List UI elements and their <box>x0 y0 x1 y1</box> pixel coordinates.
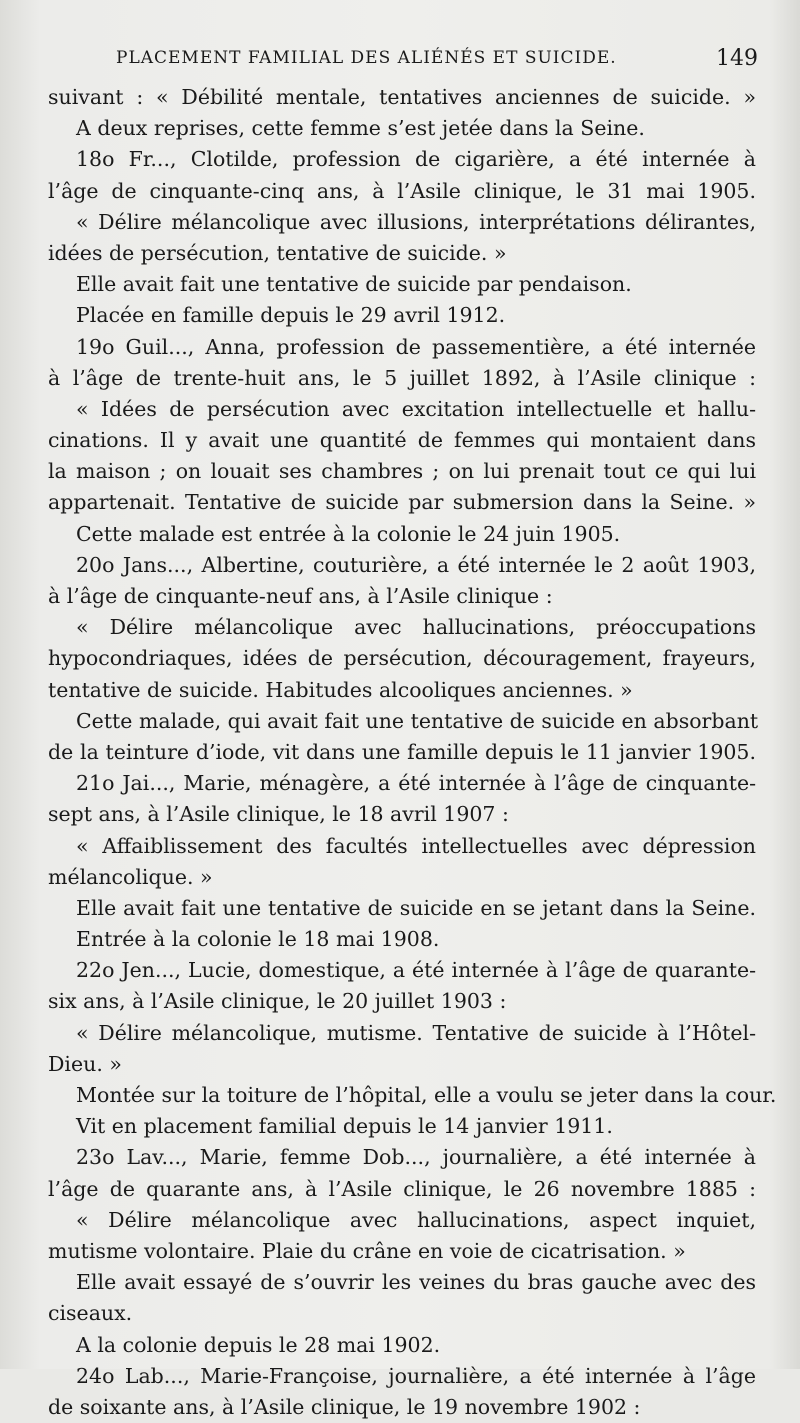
page-number: 149 <box>716 45 758 71</box>
text-line: Elle avait fait une tentative de suicide en se jetant dans la Seine. <box>76 895 756 920</box>
text-line: Elle avait fait une tentative de suicide par pendaison. <box>76 272 632 297</box>
text-line: de soixante ans, à l’Asile clinique, le 19 novembre 1902 : <box>48 1394 641 1419</box>
text-line: A deux reprises, cette femme s’est jetée dans la Seine. <box>76 116 645 141</box>
text-line: ciseaux. <box>48 1301 133 1326</box>
text-line: mutisme volontaire. Plaie du crâne en voie de cicatrisation. » <box>48 1238 686 1263</box>
text-line: appartenait. Tentative de suicide par submersion dans la Seine. » <box>48 490 756 515</box>
text-line: tentative de suicide. Habitudes alcooliques anciennes. » <box>48 677 633 702</box>
text-line: suivant : « Débilité mentale, tentatives anciennes de suicide. » <box>48 85 756 109</box>
running-header <box>116 40 758 76</box>
text-line: « Délire mélancolique avec illusions, interprétations délirantes, <box>76 209 756 234</box>
text-line: Entrée à la colonie le 18 mai 1908. <box>76 927 440 952</box>
text-line: 18o Fr..., Clotilde, profession de cigarière, a été internée à <box>76 147 756 172</box>
text-line: à l’âge de trente-huit ans, le 5 juillet 1892, à l’Asile clinique : <box>48 365 756 390</box>
text-line: Elle avait essayé de s’ouvrir les veines du bras gauche avec des <box>76 1270 756 1295</box>
text-line: Montée sur la toiture de l’hôpital, elle a voulu se jeter dans la cour. <box>76 1083 777 1107</box>
text-line: A la colonie depuis le 28 mai 1902. <box>76 1332 441 1357</box>
text-line: six ans, à l’Asile clinique, le 20 juillet 1903 : <box>48 989 507 1014</box>
text-line: sept ans, à l’Asile clinique, le 18 avril 1907 : <box>48 802 509 827</box>
text-line: Cette malade, qui avait fait une tentative de suicide en absorbant <box>76 708 759 733</box>
text-line: 24o Lab..., Marie-Françoise, journalière, a été internée à l’âge <box>76 1363 756 1388</box>
text-line: « Délire mélancolique avec hallucinations, préoccupations <box>76 615 756 640</box>
text-line: 20o Jans..., Albertine, couturière, a été internée le 2 août 1903, <box>76 552 756 577</box>
text-line: mélancolique. » <box>48 864 213 889</box>
text-line: Placée en famille depuis le 29 avril 1912. <box>76 303 506 328</box>
text-line: l’âge de quarante ans, à l’Asile clinique, le 26 novembre 1885 : <box>48 1176 756 1201</box>
text-line: l’âge de cinquante-cinq ans, à l’Asile clinique, le 31 mai 1905. <box>48 178 756 203</box>
text-line: hypocondriaques, idées de persécution, découragement, frayeurs, <box>48 646 756 671</box>
text-line: de la teinture d’iode, vit dans une famille depuis le 11 janvier 1905. <box>48 739 756 764</box>
text-line: cinations. Il y avait une quantité de femmes qui montaient dans <box>48 428 756 453</box>
text-line: Cette malade est entrée à la colonie le 24 juin 1905. <box>76 521 621 546</box>
text-line: Vit en placement familial depuis le 14 janvier 1911. <box>76 1114 613 1139</box>
text-line: la maison ; on louait ses chambres ; on lui prenait tout ce qui lui <box>48 459 756 484</box>
body-text <box>48 82 777 1423</box>
text-line: 23o Lav..., Marie, femme Dob..., journalière, a été internée à <box>76 1145 756 1170</box>
running-title: PLACEMENT FAMILIAL DES ALIÉNÉS ET SUICIDE. <box>116 48 617 68</box>
text-line: « Délire mélancolique, mutisme. Tentative de suicide à l’Hôtel- <box>76 1020 756 1045</box>
text-line: idées de persécution, tentative de suicide. » <box>48 240 507 265</box>
text-line: à l’âge de cinquante-neuf ans, à l’Asile clinique : <box>48 584 553 608</box>
text-line: « Idées de persécution avec excitation intellectuelle et hallu- <box>76 396 756 421</box>
text-line: 19o Guil..., Anna, profession de passementière, a été internée <box>76 334 756 359</box>
text-line: Dieu. » <box>48 1051 122 1076</box>
text-line: « Affaiblissement des facultés intellectuelles avec dépression <box>76 833 756 858</box>
text-line: 21o Jai..., Marie, ménagère, a été internée à l’âge de cinquante- <box>76 771 756 796</box>
text-line: 22o Jen..., Lucie, domestique, a été internée à l’âge de quarante- <box>76 958 756 983</box>
text-line: « Délire mélancolique avec hallucinations, aspect inquiet, <box>76 1207 756 1232</box>
